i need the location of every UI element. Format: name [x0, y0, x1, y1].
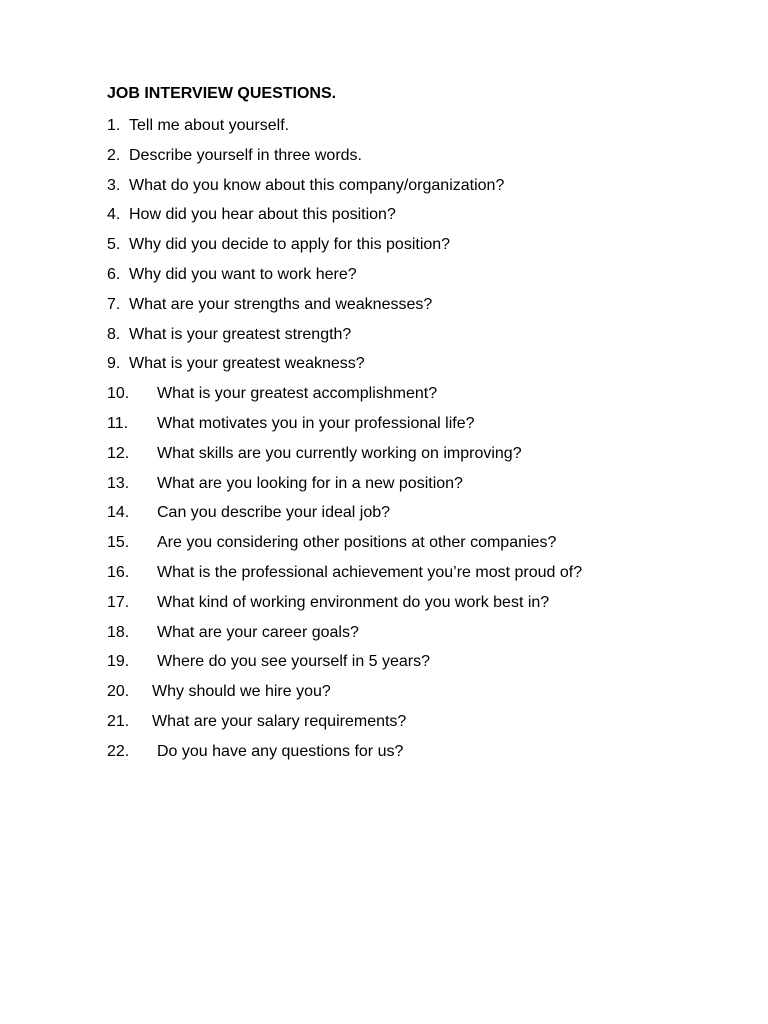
question-text: Do you have any questions for us?	[157, 742, 404, 760]
question-text: What is your greatest weakness?	[129, 355, 365, 373]
question-number: 19.	[107, 653, 130, 671]
question-number: 22.	[107, 742, 130, 760]
question-text: Why did you decide to apply for this position?	[129, 236, 451, 254]
question-number: 2.	[107, 146, 121, 164]
question-number: 1.	[107, 117, 121, 134]
question-number: 21.	[107, 712, 130, 730]
question-text: What is the professional achievement you’re most proud of?	[157, 563, 583, 581]
question-text: Why should we hire you?	[152, 683, 331, 701]
question-number: 13.	[107, 474, 130, 492]
question-number: 8.	[107, 325, 121, 343]
question-text: Where do you see yourself in 5 years?	[157, 653, 431, 671]
question-number: 6.	[107, 265, 121, 283]
question-text: Why did you want to work here?	[129, 265, 357, 283]
question-text: How did you hear about this position?	[129, 206, 396, 224]
question-number: 20.	[107, 683, 130, 701]
question-number: 17.	[107, 593, 130, 611]
question-text: What do you know about this company/organization?	[129, 176, 505, 194]
question-text: What are your career goals?	[157, 623, 359, 641]
question-number: 3.	[107, 176, 121, 194]
question-number: 18.	[107, 623, 130, 641]
question-text: What skills are you currently working on improving?	[157, 444, 522, 462]
question-number: 4.	[107, 206, 121, 224]
question-number: 10.	[107, 385, 130, 403]
question-number: 14.	[107, 504, 130, 522]
question-number: 5.	[107, 236, 121, 254]
question-number: 11.	[107, 414, 129, 432]
question-text: What kind of working environment do you work best in?	[157, 593, 550, 611]
question-text: What is your greatest accomplishment?	[157, 385, 438, 403]
question-number: 9.	[107, 355, 121, 373]
question-text: What are your strengths and weaknesses?	[129, 295, 433, 313]
question-number: 12.	[107, 444, 130, 462]
question-text: What are your salary requirements?	[152, 712, 407, 730]
question-number: 16.	[107, 563, 130, 581]
question-text: Tell me about yourself.	[129, 117, 290, 134]
question-number: 15.	[107, 534, 130, 552]
question-text: Are you considering other positions at other companies?	[157, 534, 557, 552]
question-text: Describe yourself in three words.	[129, 146, 362, 164]
question-text: Can you describe your ideal job?	[157, 504, 391, 522]
question-text: What is your greatest strength?	[129, 325, 352, 343]
document-title: JOB INTERVIEW QUESTIONS.	[107, 85, 337, 102]
question-text: What motivates you in your professional life?	[157, 414, 475, 432]
question-text: What are you looking for in a new position?	[157, 474, 463, 492]
question-number: 7.	[107, 295, 121, 313]
